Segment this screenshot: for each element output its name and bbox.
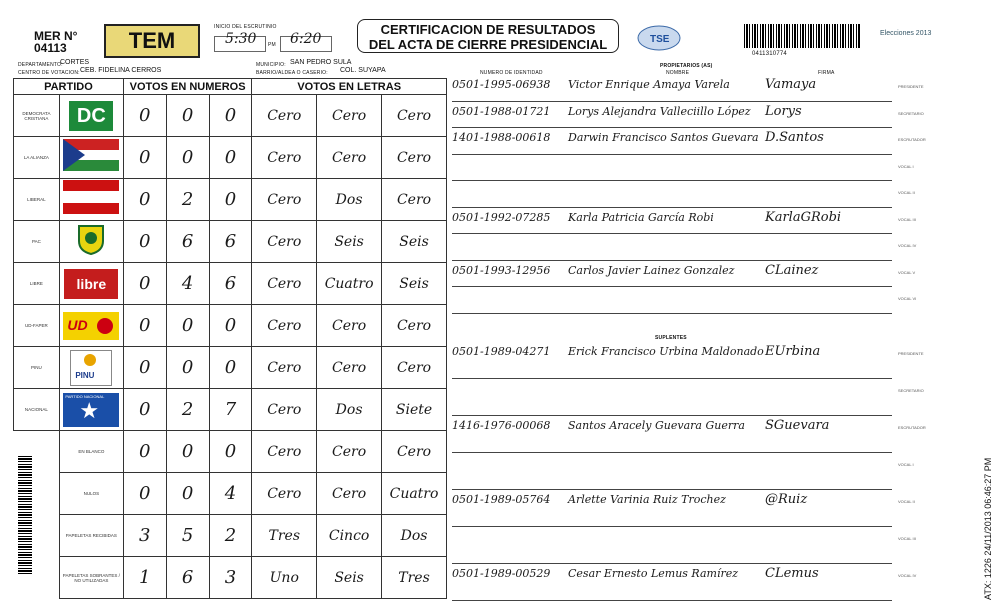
elecciones-logo: Elecciones 2013 <box>880 30 932 37</box>
signature-row <box>452 102 924 129</box>
party-logo <box>59 179 123 221</box>
departamento-value: CORTES <box>60 59 90 66</box>
party-row <box>14 95 447 137</box>
votes-letter-word: Cero <box>382 347 447 389</box>
votes-number-digit: 6 <box>209 263 252 305</box>
member-name: Cesar Ernesto Lemus Ramírez <box>568 567 739 580</box>
votes-number-digit: 6 <box>166 221 209 263</box>
signature-row <box>452 155 914 182</box>
votes-number-digit: 0 <box>209 305 252 347</box>
member-role: VOCAL II <box>898 190 915 195</box>
votes-number-digit: 0 <box>209 431 252 473</box>
header-partido: PARTIDO <box>14 79 124 95</box>
member-role: VOCAL IV <box>898 243 917 248</box>
member-signature: CLemus <box>765 566 819 581</box>
barrio-value: COL. SUYAPA <box>340 67 386 74</box>
mer-number: 04113 <box>34 41 67 55</box>
header-numeros: VOTOS EN NUMEROS <box>123 79 252 95</box>
signature-row <box>452 416 926 453</box>
signature-row <box>452 527 916 564</box>
votes-number-digit: 0 <box>209 347 252 389</box>
party-name: PAC <box>14 221 60 263</box>
votes-letter-word: Cero <box>317 137 382 179</box>
party-logo <box>59 221 123 263</box>
party-logo <box>59 263 123 305</box>
member-signature: D.Santos <box>765 130 824 145</box>
identity-number: 0501-1995-06938 <box>452 78 551 91</box>
departamento-label: DEPARTAMENTO: <box>18 62 63 68</box>
member-name: Erick Francisco Urbina Maldonado <box>568 345 764 358</box>
party-logo <box>59 137 123 179</box>
propietarios-list <box>452 75 926 314</box>
municipio-value: SAN PEDRO SULA <box>290 59 352 66</box>
votes-letter-word: Cero <box>252 95 317 137</box>
header-letras: VOTOS EN LETRAS <box>252 79 447 95</box>
libre-logo: libre <box>64 269 118 299</box>
votes-number-digit: 0 <box>123 347 166 389</box>
votes-number-digit: 0 <box>166 473 209 515</box>
votes-letter-word: Cero <box>317 95 382 137</box>
pm-label: PM <box>268 42 276 48</box>
header-id: NUMERO DE IDENTIDAD <box>480 70 543 76</box>
votes-letter-word: Seis <box>317 557 382 599</box>
votes-letter-word: Tres <box>382 557 447 599</box>
votes-number-digit: 0 <box>166 431 209 473</box>
votes-number-digit: 3 <box>209 557 252 599</box>
signature-row <box>452 564 917 601</box>
votes-letter-word: Cero <box>252 389 317 431</box>
votes-number-digit: 6 <box>166 557 209 599</box>
votes-number-digit: 0 <box>123 95 166 137</box>
votes-letter-word: Cero <box>252 221 317 263</box>
sun-icon <box>97 318 113 334</box>
header-barcode <box>744 24 860 48</box>
member-role: PRESIDENTE <box>898 351 924 356</box>
votes-number-digit: 0 <box>123 305 166 347</box>
summary-label: PAPELETAS RECIBIDAS <box>59 515 123 557</box>
party-logo <box>59 347 123 389</box>
member-signature: CLainez <box>765 262 819 278</box>
barcode-number: 0411310774 <box>752 51 787 57</box>
identity-number: 1416-1976-00068 <box>452 419 551 432</box>
votes-letter-word: Cero <box>252 137 317 179</box>
member-name: Lorys Alejandra Valleciillo López <box>568 104 751 118</box>
votes-number-digit: 0 <box>209 179 252 221</box>
votes-letter-word: Cero <box>252 179 317 221</box>
atx-stamp: ATX: 1226 24/11/2013 06:46:27 PM <box>983 457 993 600</box>
votes-letter-word: Cero <box>382 431 447 473</box>
party-row <box>14 263 447 305</box>
municipio-label: MUNICIPIO: <box>256 62 286 68</box>
party-logo <box>59 305 123 347</box>
votes-letter-word: Cero <box>382 179 447 221</box>
votes-number-digit: 0 <box>166 95 209 137</box>
identity-number: 0501-1993-12956 <box>452 263 551 277</box>
summary-row <box>14 515 447 557</box>
signature-row <box>452 208 916 235</box>
member-role: ESCRUTADOR <box>898 137 926 142</box>
liberal-flag-icon <box>63 180 119 214</box>
votes-number-digit: 0 <box>123 221 166 263</box>
votes-number-digit: 0 <box>123 389 166 431</box>
member-role: VOCAL III <box>898 536 916 541</box>
votes-number-digit: 0 <box>123 179 166 221</box>
suplentes-heading: SUPLENTES <box>655 335 687 341</box>
signature-row <box>452 75 924 102</box>
member-name: Darwin Francisco Santos Guevara <box>568 131 759 144</box>
member-role: PRESIDENTE <box>898 84 924 89</box>
party-row <box>14 389 447 431</box>
votes-letter-word: Cero <box>252 305 317 347</box>
member-name: Santos Aracely Guevara Guerra <box>568 419 745 432</box>
member-role: VOCAL V <box>898 269 916 275</box>
tem-box: TEM <box>104 24 200 58</box>
votes-number-digit: 3 <box>123 515 166 557</box>
votes-letter-word: Cero <box>252 431 317 473</box>
summary-row <box>14 431 447 473</box>
title-line2: DEL ACTA DE CIERRE PRESIDENCIAL <box>368 37 608 52</box>
pinu-sun-icon <box>84 354 96 366</box>
votes-letter-word: Tres <box>252 515 317 557</box>
party-row <box>14 221 447 263</box>
summary-label: EN BLANCO <box>59 431 123 473</box>
votes-letter-word: Dos <box>382 515 447 557</box>
party-row <box>14 137 447 179</box>
identity-number: 1401-1988-00618 <box>452 131 551 144</box>
dc-logo: DC <box>69 101 113 131</box>
tse-logo <box>636 24 682 52</box>
summary-label: PAPELETAS SOBRANTES / NO UTILIZADAS <box>59 557 123 599</box>
member-role: SECRETARIO <box>898 110 924 116</box>
identity-number: 0501-1989-00529 <box>452 567 551 580</box>
votes-letter-word: Cero <box>317 473 382 515</box>
votes-number-digit: 0 <box>123 263 166 305</box>
member-role: SECRETARIO <box>898 388 924 393</box>
identity-number: 0501-1988-01721 <box>452 104 551 118</box>
ud-logo: UD <box>63 312 119 340</box>
member-role: VOCAL VI <box>898 296 917 301</box>
member-signature: KarlaGRobi <box>765 209 842 225</box>
votes-number-digit: 0 <box>123 473 166 515</box>
suplentes-list <box>452 342 926 601</box>
signature-row <box>452 261 916 288</box>
member-name: Arlette Varinia Ruiz Trochez <box>568 493 726 506</box>
time-label: INICIO DEL ESCRUTINIO <box>214 24 277 30</box>
member-role: VOCAL III <box>898 216 916 222</box>
party-logo <box>59 95 123 137</box>
signature-row <box>452 234 917 261</box>
votes-number-digit: 6 <box>209 221 252 263</box>
votes-letter-word: Cuatro <box>382 473 447 515</box>
party-name: NACIONAL <box>14 389 60 431</box>
votes-letter-word: Dos <box>317 179 382 221</box>
header-firma: FIRMA <box>818 70 835 76</box>
votes-number-digit: 7 <box>209 389 252 431</box>
votes-number-digit: 0 <box>123 137 166 179</box>
party-row <box>14 179 447 221</box>
header-name: NOMBRE <box>666 70 690 76</box>
member-role: VOCAL II <box>898 499 915 504</box>
signature-row <box>452 287 917 314</box>
centro-label: CENTRO DE VOTACION: <box>18 70 80 76</box>
votes-letter-word: Cero <box>382 95 447 137</box>
pinu-logo: PINU <box>70 350 112 386</box>
votes-letter-word: Cinco <box>317 515 382 557</box>
time-start: 5:30 <box>225 31 257 47</box>
votes-letter-word: Cero <box>382 137 447 179</box>
votes-number-digit: 2 <box>166 179 209 221</box>
pac-shield-icon <box>76 223 106 255</box>
header-owner: PROPIETARIOS (AS) <box>660 63 713 69</box>
votes-table <box>13 78 447 599</box>
votes-letter-word: Cero <box>252 347 317 389</box>
centro-value: CEB. FIDELINA CERROS <box>80 67 162 74</box>
party-name: PINU <box>14 347 60 389</box>
votes-number-digit: 0 <box>166 347 209 389</box>
identity-number: 0501-1992-07285 <box>452 210 551 224</box>
tse-text: TSE <box>650 34 670 45</box>
identity-number: 0501-1989-05764 <box>452 493 551 506</box>
votes-number-digit: 0 <box>123 431 166 473</box>
party-name: LIBERAL <box>14 179 60 221</box>
votes-number-digit: 5 <box>166 515 209 557</box>
side-barcode <box>18 456 32 574</box>
votes-letter-word: Cuatro <box>317 263 382 305</box>
votes-letter-word: Uno <box>252 557 317 599</box>
party-name: DEMOCRATA CRISTIANA <box>14 95 60 137</box>
member-role: ESCRUTADOR <box>898 425 926 430</box>
signature-row <box>452 342 924 379</box>
document-title <box>357 19 619 53</box>
votes-letter-word: Seis <box>317 221 382 263</box>
time-end: 6:20 <box>290 31 322 47</box>
votes-letter-word: Cero <box>317 347 382 389</box>
tse-logo-icon <box>636 24 682 52</box>
summary-row <box>14 557 447 599</box>
member-signature: Lorys <box>765 103 802 119</box>
votes-number-digit: 2 <box>166 389 209 431</box>
summary-row <box>14 473 447 515</box>
party-name: LIBRE <box>14 263 60 305</box>
party-name: UD-FAPER <box>14 305 60 347</box>
votes-letter-word: Seis <box>382 263 447 305</box>
votes-number-digit: 0 <box>166 305 209 347</box>
signature-row <box>452 379 924 416</box>
votes-letter-word: Cero <box>252 263 317 305</box>
votes-number-digit: 0 <box>209 95 252 137</box>
votes-letter-word: Siete <box>382 389 447 431</box>
signature-row <box>452 181 915 208</box>
votes-letter-word: Cero <box>317 431 382 473</box>
member-signature: EUrbina <box>765 344 821 359</box>
votes-letter-word: Cero <box>252 473 317 515</box>
member-role: VOCAL I <box>898 462 914 467</box>
party-row <box>14 347 447 389</box>
votes-number-digit: 0 <box>209 137 252 179</box>
identity-number: 0501-1989-04271 <box>452 345 551 358</box>
nacional-logo: PARTIDO NACIONAL ★ <box>63 393 119 427</box>
votes-letter-word: Seis <box>382 221 447 263</box>
barrio-label: BARRIO/ALDEA O CASERIO: <box>256 70 328 76</box>
star-icon: ★ <box>79 397 100 423</box>
signature-row <box>452 128 926 155</box>
votes-letter-word: Dos <box>317 389 382 431</box>
member-name: Karla Patricia García Robi <box>568 210 714 224</box>
member-name: Carlos Javier Lainez Gonzalez <box>568 263 735 277</box>
member-signature: @Ruiz <box>765 492 808 507</box>
party-logo <box>59 389 123 431</box>
signature-row <box>452 453 914 490</box>
votes-number-digit: 1 <box>123 557 166 599</box>
votes-number-digit: 4 <box>209 473 252 515</box>
summary-label: NULOS <box>59 473 123 515</box>
member-name: Victor Enrique Amaya Varela <box>568 78 730 91</box>
votes-number-digit: 0 <box>166 137 209 179</box>
party-row <box>14 305 447 347</box>
member-signature: SGuevara <box>765 418 830 433</box>
votes-letter-word: Cero <box>317 305 382 347</box>
signature-row <box>452 490 915 527</box>
mer-label-text: MER N° <box>34 29 78 43</box>
member-signature: Vamaya <box>765 77 817 92</box>
mer-label <box>34 30 77 54</box>
alianza-flag-icon <box>63 139 119 171</box>
member-role: VOCAL IV <box>898 573 917 578</box>
party-name: LA ALIANZA <box>14 137 60 179</box>
votes-number-digit: 2 <box>209 515 252 557</box>
votes-number-digit: 4 <box>166 263 209 305</box>
member-role: VOCAL I <box>898 163 914 169</box>
votes-letter-word: Cero <box>382 305 447 347</box>
title-line1: CERTIFICACION DE RESULTADOS <box>380 22 596 37</box>
